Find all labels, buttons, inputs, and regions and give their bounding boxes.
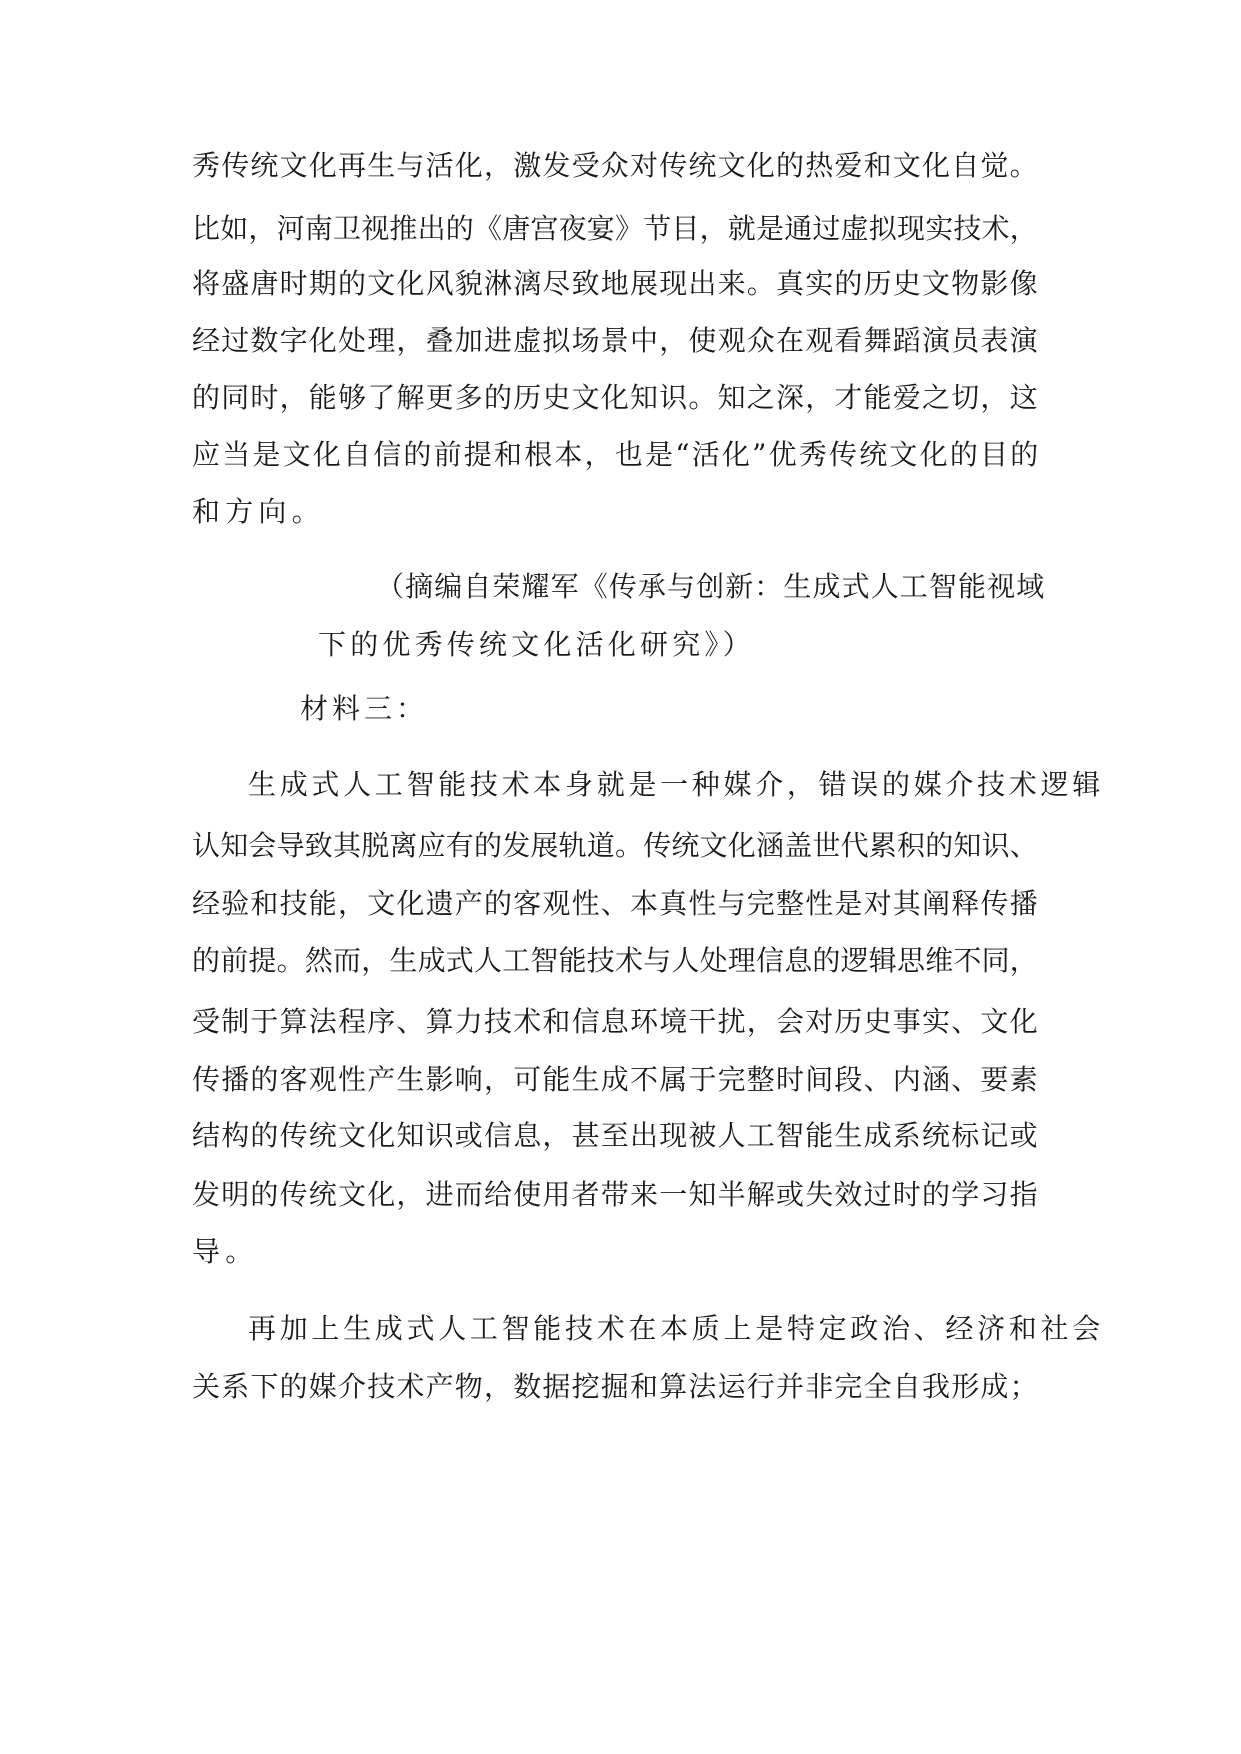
paragraph2-line-5: 受制于算法程序、算力技术和信息环境干扰，会对历史事实、文化 (192, 1005, 1039, 1038)
paragraph1-line-6: 应当是文化自信的前提和根本，也是“活化”优秀传统文化的目的 (192, 438, 1041, 471)
citation-line-2: 下的优秀传统文化活化研究》） (318, 628, 755, 661)
paragraph1-line-4: 经过数字化处理，叠加进虚拟场景中，使观众在观看舞蹈演员表演 (192, 324, 1039, 357)
paragraph2-line-6: 传播的客观性产生影响，可能生成不属于完整时间段、内涵、要素 (192, 1063, 1039, 1096)
paragraph3-line-2: 关系下的媒介技术产物，数据挖掘和算法运行并非完全自我形成； (192, 1370, 1039, 1403)
paragraph1-line-5: 的同时，能够了解更多的历史文化知识。知之深，才能爱之切，这 (192, 381, 1039, 414)
paragraph1-line-1: 秀传统文化再生与活化，激发受众对传统文化的热爱和文化自觉。 (192, 149, 1039, 182)
paragraph3-line-1: 再加上生成式人工智能技术在本质上是特定政治、经济和社会 (248, 1312, 1104, 1345)
paragraph2-line-4: 的前提。然而，生成式人工智能技术与人处理信息的逻辑思维不同， (192, 944, 1039, 977)
paragraph1-line-7: 和方向。 (192, 495, 325, 528)
paragraph2-line-1: 生成式人工智能技术本身就是一种媒介，错误的媒介技术逻辑 (248, 768, 1104, 801)
paragraph1-line-2: 比如，河南卫视推出的《唐宫夜宴》节目，就是通过虚拟现实技术， (192, 212, 1039, 245)
paragraph1-line-3: 将盛唐时期的文化风貌淋漓尽致地展现出来。真实的历史文物影像 (192, 267, 1039, 300)
paragraph2-line-8: 发明的传统文化，进而给使用者带来一知半解或失效过时的学习指 (192, 1178, 1039, 1211)
paragraph2-line-9: 导。 (192, 1235, 259, 1268)
paragraph2-line-7: 结构的传统文化知识或信息，甚至出现被人工智能生成系统标记或 (192, 1119, 1039, 1152)
paragraph2-line-2: 认知会导致其脱离应有的发展轨道。传统文化涵盖世代累积的知识、 (192, 829, 1039, 862)
paragraph2-line-3: 经验和技能，文化遗产的客观性、本真性与完整性是对其阐释传播 (192, 887, 1039, 920)
citation-line-1: （摘编自荣耀军《传承与创新：生成式人工智能视域 (376, 570, 1046, 603)
section-heading: 材料三： (300, 692, 429, 725)
